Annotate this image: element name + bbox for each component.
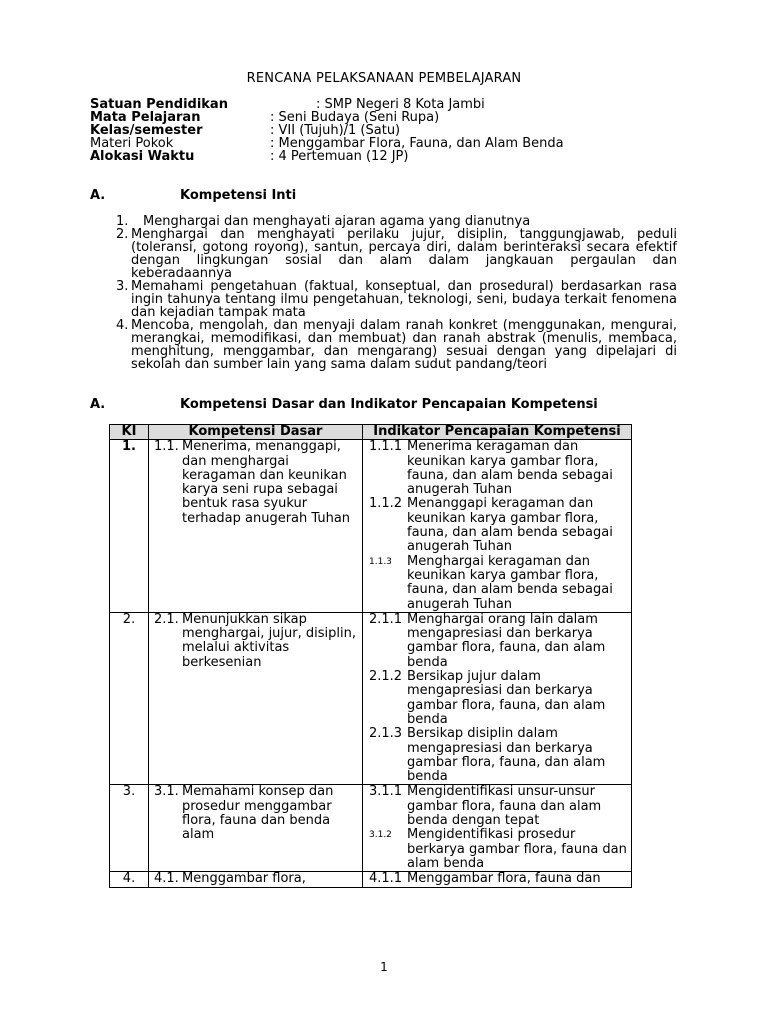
indicator-cell: [363, 785, 632, 872]
indicator-number: 1.1.3: [369, 556, 392, 567]
kd-cell: [149, 785, 363, 872]
list-item-text: Mencoba, mengolah, dan menyaji dalam ranah konkret (menggunakan, mengurai, merangkai, memodifikasi, dan membuat) dan ranah abstrak (menulis, membaca, menghitung, menggambar, dan mengarang) sesuai dengan yang dipelajari di sekolah dan sumber lain yang sama dalam sudut pandang/teori: [131, 318, 677, 372]
kd-text: Menggambar flora,: [182, 871, 306, 887]
indicator-item: [363, 872, 631, 886]
info-value: : 4 Pertemuan (12 JP): [270, 149, 409, 164]
indicator-number: 3.1.2: [369, 830, 392, 841]
indicator-number: 3.1.1: [369, 784, 403, 800]
indicator-cell: [363, 440, 632, 613]
kd-text: Memahami konsep dan prosedur menggambar flora, fauna dan benda alam: [182, 784, 334, 843]
ki-number: 2.: [110, 612, 149, 785]
indicator-item: [363, 555, 631, 612]
list-item-text: Memahami pengetahuan (faktual, konseptual, dan prosedural) berdasarkan rasa ingin tahunya tentang ilmu pengetahuan, teknologi, seni, budaya terkait fenomena dan kejadian tampak mata: [131, 279, 677, 320]
table-header-kd: Kompetensi Dasar: [149, 425, 363, 440]
kd-cell: [149, 440, 363, 613]
list-item-number: 3.: [116, 279, 129, 294]
indicator-item: [363, 613, 631, 670]
info-value: : Menggambar Flora, Fauna, dan Alam Benda: [270, 136, 564, 151]
info-label: Mata Pelajaran: [90, 110, 201, 125]
indicator-text: Menerima keragaman dan keunikan karya gambar flora, fauna, dan alam benda sebagai anugerah Tuhan: [407, 439, 613, 498]
table-header-row: [110, 425, 632, 440]
indicator-cell: [363, 872, 632, 887]
indicator-text: Menggambar flora, fauna dan: [407, 871, 601, 887]
section-letter: A.: [90, 188, 106, 203]
section-letter: A.: [90, 397, 106, 412]
indicator-item: [363, 785, 631, 828]
list-item: [116, 319, 677, 371]
indicator-number: 2.1.1: [369, 611, 403, 627]
document-title: RENCANA PELAKSANAAN PEMBELAJARAN: [246, 71, 522, 86]
section-title: Kompetensi Dasar dan Indikator Pencapaian Kompetensi: [180, 397, 598, 412]
kd-number: 2.1.: [154, 611, 179, 627]
table-header-indikator: Indikator Pencapaian Kompetensi: [363, 425, 632, 440]
indicator-number: 2.1.2: [369, 669, 403, 685]
info-value: : SMP Negeri 8 Kota Jambi: [316, 97, 485, 112]
table-row: [110, 785, 632, 872]
indicator-text: Bersikap jujur dalam mengapresiasi dan berkarya gambar flora, fauna, dan alam benda: [407, 669, 606, 727]
indicator-text: Mengidentifikasi prosedur berkarya gambar flora, fauna dan alam benda: [407, 827, 627, 871]
kd-cell: [149, 612, 363, 785]
indicator-number: 4.1.1: [369, 871, 403, 887]
section-title: Kompetensi Inti: [180, 188, 297, 203]
kd-text: Menunjukkan sikap menghargai, jujur, disiplin, melalui aktivitas berkesenian: [182, 611, 356, 670]
indicator-text: Menghargai keragaman dan keunikan karya gambar flora, fauna, dan alam benda sebagai anugerah Tuhan: [407, 553, 613, 612]
page-number: 1: [380, 960, 388, 974]
info-value: : Seni Budaya (Seni Rupa): [270, 110, 440, 125]
indicator-text: Menanggapi keragaman dan keunikan karya gambar flora, fauna, dan alam benda sebagai anugerah Tuhan: [407, 496, 613, 555]
list-item-text: Menghargai dan menghayati perilaku jujur, disiplin, tanggungjawab, peduli (toleransi, gotong royong), santun, percaya diri, dalam berinteraksi secara efektif dengan lingkungan sosial dan alam dalam jangkauan pergaulan dan keberadaannya: [131, 227, 677, 281]
kd-number: 4.1.: [154, 871, 179, 887]
ki-number: 3.: [110, 785, 149, 872]
list-item-text: Menghargai dan menghayati ajaran agama yang dianutnya: [143, 214, 531, 229]
indicator-number: 1.1.2: [369, 496, 403, 512]
kd-text: Menerima, menanggapi, dan menghargai keragaman dan keunikan karya seni rupa sebagai bentuk rasa syukur terhadap anugerah Tuhan: [182, 439, 351, 526]
indicator-text: Mengidentifikasi unsur-unsur gambar flora, fauna dan alam benda dengan tepat: [407, 784, 602, 829]
indicator-cell: [363, 612, 632, 785]
ki-number: 4.: [110, 872, 149, 887]
table-header-ki: KI: [110, 425, 149, 440]
indicator-item: [363, 670, 631, 727]
info-label: Alokasi Waktu: [90, 149, 195, 164]
indicator-item: [363, 828, 631, 871]
list-item: [116, 280, 677, 319]
indicator-text: Menghargai orang lain dalam mengapresiasi dan berkarya gambar flora, fauna, dan alam benda: [407, 611, 606, 670]
info-value: : VII (Tujuh)/1 (Satu): [270, 123, 401, 138]
table-row: [110, 440, 632, 613]
indicator-item: [363, 497, 631, 554]
table-row: [110, 612, 632, 785]
list-item: [116, 228, 677, 280]
ki-number: 1.: [110, 440, 149, 613]
indicator-number: 1.1.1: [369, 439, 403, 455]
indicator-item: [363, 727, 631, 784]
ki-list: [116, 215, 677, 371]
indicator-item: [363, 440, 631, 497]
list-item-number: 1.: [116, 214, 129, 229]
info-label: Satuan Pendidikan: [90, 97, 228, 112]
kd-number: 1.1.: [154, 439, 179, 455]
info-label: Materi Pokok: [90, 136, 174, 151]
indicator-text: Bersikap disiplin dalam mengapresiasi dan berkarya gambar flora, fauna, dan alam benda: [407, 726, 606, 785]
list-item-number: 4.: [116, 318, 129, 333]
table-row: [110, 872, 632, 887]
kd-number: 3.1.: [154, 784, 179, 800]
info-label: Kelas/semester: [90, 123, 203, 138]
indicator-number: 2.1.3: [369, 726, 403, 742]
kd-table: [109, 424, 632, 888]
kd-cell: [149, 872, 363, 887]
list-item-number: 2.: [116, 227, 129, 242]
